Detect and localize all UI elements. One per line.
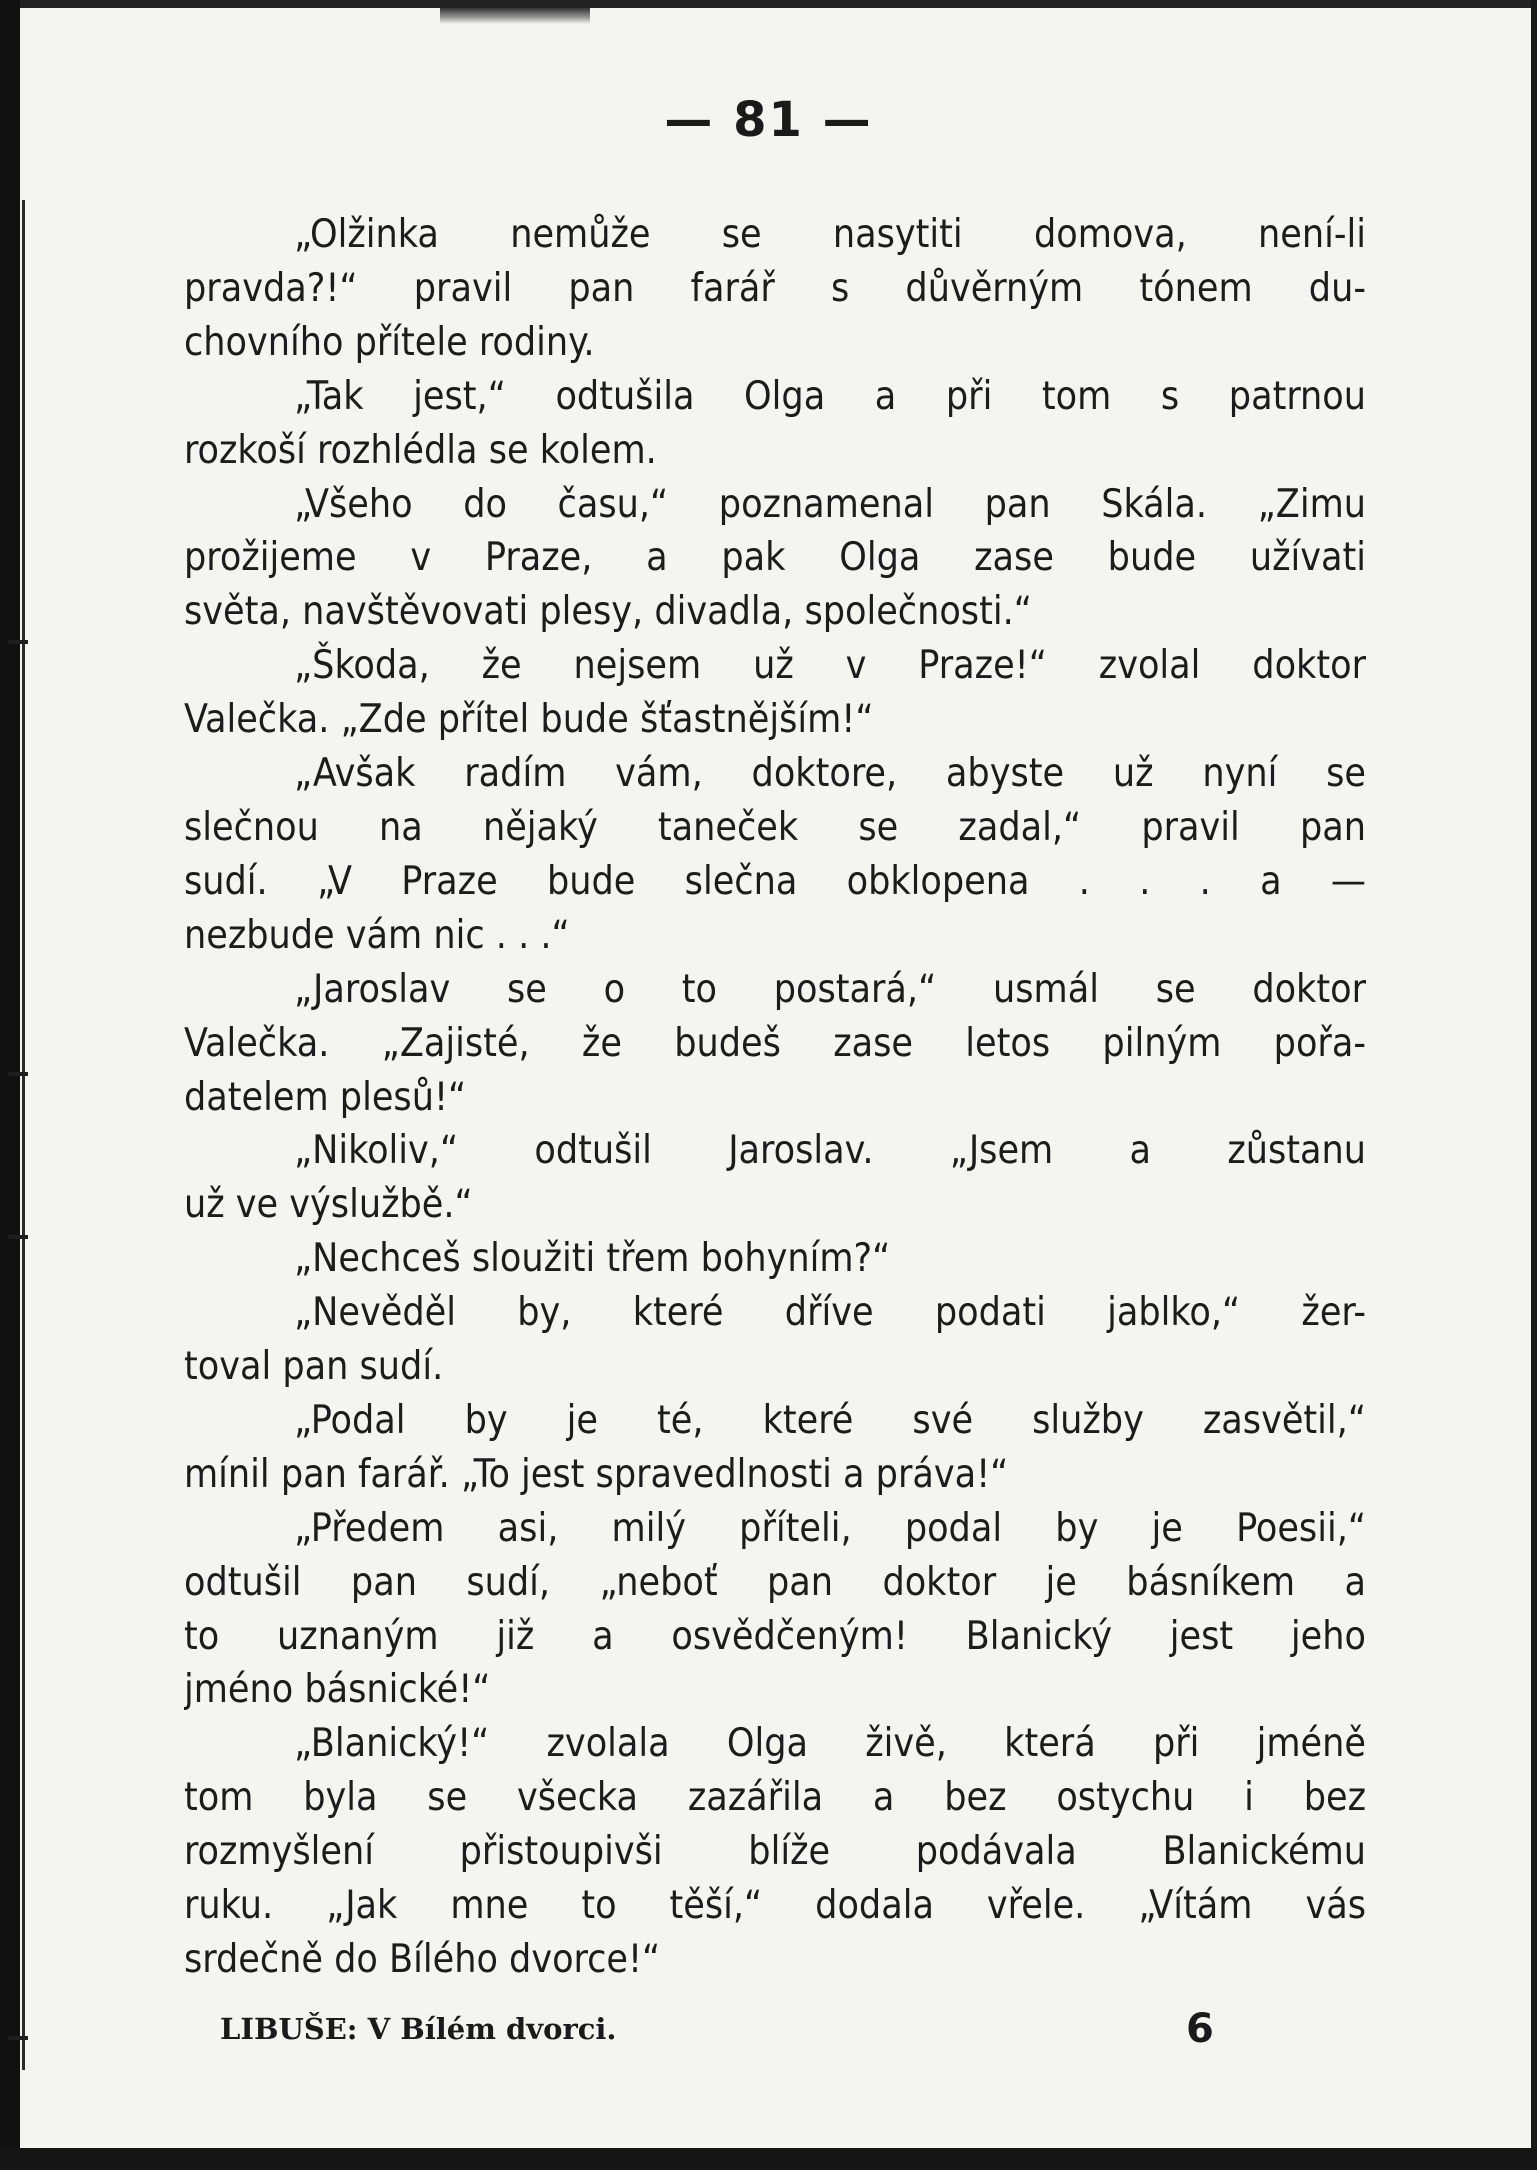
text-line: srdečně do Bílého dvorce!“: [184, 1937, 661, 1982]
text-line: už ve výslužbě.“: [184, 1182, 473, 1228]
paragraph: [184, 1124, 1366, 1232]
text-line: datelem plesů!“: [184, 1074, 467, 1120]
paragraph: [184, 1232, 1366, 1286]
text-line: „Avšak radím vám, doktore, abyste už nyní se: [294, 751, 1366, 797]
text-line: „Nevěděl by, které dříve podati jablko,“ žer-: [294, 1290, 1366, 1336]
text-line: „Všeho do času,“ poznamenal pan Skála. „Zimu: [294, 481, 1366, 527]
text-line: světa, navštěvovati plesy, divadla, společnosti.“: [184, 589, 1032, 635]
text-line: Valečka. „Zde přítel bude šťastnějším!“: [184, 697, 874, 743]
paragraph: [184, 1717, 1366, 1987]
page-number: — 81 —: [664, 92, 873, 148]
body-text: [184, 208, 1366, 1987]
paragraph: [184, 747, 1366, 963]
text-line: sudí. „V Praze bude slečna obklopena . . . a —: [184, 858, 1366, 904]
text-line: „Předem asi, milý příteli, podal by je Poesii,“: [294, 1505, 1366, 1551]
text-line: toval pan sudí.: [184, 1344, 444, 1390]
scan-border-bottom: [0, 2148, 1537, 2170]
binding-mark: [8, 640, 28, 644]
text-line: „Blanický!“ zvolala Olga živě, která při jméně: [294, 1721, 1366, 1767]
binding-mark: [8, 1235, 28, 1239]
text-line: mínil pan farář. „To jest spravedlnosti a práva!“: [184, 1451, 1009, 1497]
text-line: Valečka. „Zajisté, že budeš zase letos pilným pořa-: [184, 1020, 1366, 1066]
scan-border-right: [1531, 0, 1537, 2170]
scan-border-left: [0, 0, 20, 2170]
text-line: „Škoda, že nejsem už v Praze!“ zvolal doktor: [294, 643, 1366, 689]
text-line: ruku. „Jak mne to těší,“ dodala vřele. „Vítám vás: [184, 1883, 1366, 1929]
binding-mark: [8, 2036, 28, 2040]
text-line: rozmyšlení přistoupivši blíže podávala Blanickému: [184, 1829, 1366, 1875]
paragraph: [184, 478, 1366, 640]
text-line: tom byla se všecka zazářila a bez ostychu i bez: [184, 1775, 1366, 1821]
scan-blot: [440, 8, 590, 24]
paragraph: [184, 639, 1366, 747]
text-line: rozkoší rozhlédla se kolem.: [184, 427, 657, 473]
text-line: „Olžinka nemůže se nasytiti domova, není-li: [294, 212, 1366, 257]
text-line: odtušil pan sudí, „neboť pan doktor je básníkem a: [184, 1559, 1366, 1605]
text-line: „Nikoliv,“ odtušil Jaroslav. „Jsem a zůstanu: [294, 1128, 1366, 1174]
text-line: slečnou na nějaký taneček se zadal,“ pravil pan: [184, 804, 1366, 850]
paragraph: [184, 1394, 1366, 1502]
text-line: „Tak jest,“ odtušila Olga a při tom s patrnou: [294, 373, 1366, 419]
paragraph: [184, 1286, 1366, 1394]
text-line: prožijeme v Praze, a pak Olga zase bude užívati: [184, 535, 1366, 581]
text-line: „Podal by je té, které své služby zasvětil,“: [294, 1397, 1366, 1443]
binding-rule: [22, 200, 25, 2070]
paragraph: [184, 208, 1366, 370]
paragraph: [184, 963, 1366, 1125]
text-line: „Nechceš sloužiti třem bohyním?“: [294, 1236, 891, 1282]
text-line: pravda?!“ pravil pan farář s důvěrným tónem du-: [184, 265, 1366, 311]
paragraph: [184, 370, 1366, 478]
text-line: nezbude vám nic . . .“: [184, 912, 570, 958]
printer-signature: 6: [1186, 2006, 1214, 2052]
binding-mark: [8, 1072, 28, 1076]
text-line: jméno básnické!“: [184, 1667, 491, 1713]
text-line: „Jaroslav se o to postará,“ usmál se doktor: [294, 966, 1366, 1012]
text-line: to uznaným již a osvědčeným! Blanický jest jeho: [184, 1613, 1366, 1659]
paragraph: [184, 1502, 1366, 1718]
footer-signature-line: LIBUŠE: V Bílém dvorci.: [220, 2012, 617, 2046]
scan-border-top: [0, 0, 1537, 8]
text-line: chovního přítele rodiny.: [184, 319, 595, 365]
